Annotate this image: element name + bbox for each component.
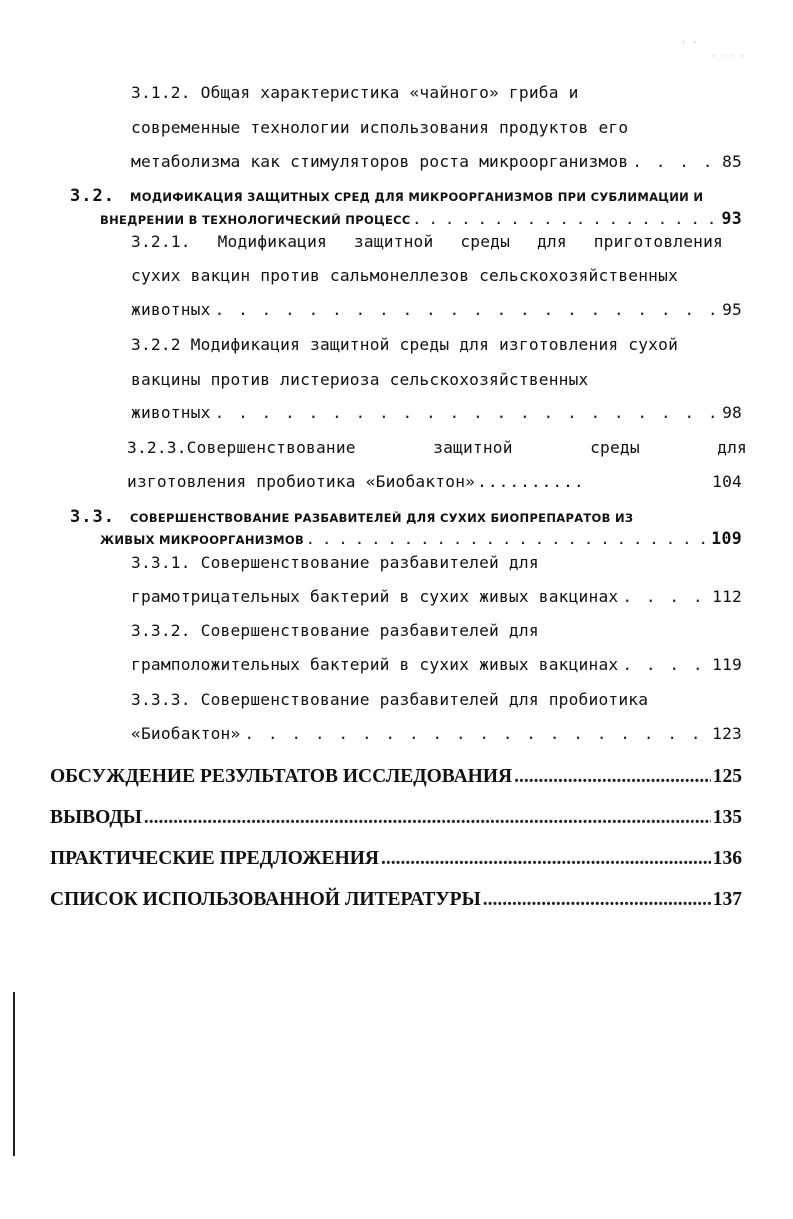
dot-leader	[244, 724, 708, 744]
dot-leader	[308, 530, 707, 550]
dot-leader	[144, 806, 711, 830]
toc-entry-text: грамположительных бактерий в сухих живых вакцинах	[131, 655, 619, 674]
toc-chapter-recommendations[interactable]	[50, 847, 742, 871]
dot-leader	[215, 300, 719, 320]
page-number: 93	[721, 209, 742, 228]
section-title-3-3-line1: СОВЕРШЕНСТВОВАНИЕ РАЗБАВИТЕЛЕЙ ДЛЯ СУХИХ БИОПРЕПАРАТОВ ИЗ	[130, 511, 634, 525]
page-number: 104	[712, 472, 742, 491]
word: защитной	[433, 438, 513, 457]
page-number: 98	[722, 403, 742, 422]
toc-entry-3-2-3[interactable]	[127, 472, 742, 492]
word: для	[536, 232, 567, 251]
word: Модификация	[217, 232, 327, 251]
toc-entry-text: изготовления пробиотика «Биобактон»	[127, 472, 476, 491]
page-number: 119	[712, 655, 742, 674]
toc-entry-3-3-2[interactable]	[131, 655, 742, 675]
dot-leader	[514, 765, 711, 789]
toc-entry-text: животных	[131, 403, 211, 422]
page-number: 136	[712, 848, 742, 869]
page-number: 125	[712, 766, 742, 787]
toc-entry-3-2-1-line2: сухих вакцин против сальмонеллезов сельскохозяйственных	[131, 266, 679, 285]
section-number-3-2: 3.2.	[70, 186, 115, 206]
toc-entry-3-1-2-line2: современные технологии использования продуктов его	[131, 118, 629, 137]
dot-leader	[381, 847, 711, 871]
word: среды	[460, 232, 511, 251]
page-number: 85	[722, 152, 742, 171]
toc-entry-3-1-2-line1: 3.1.2. Общая характеристика «чайного» гриба и	[131, 83, 579, 102]
chapter-title: ПРАКТИЧЕСКИЕ ПРЕДЛОЖЕНИЯ	[50, 848, 379, 869]
toc-entry-text: «Биобактон»	[131, 724, 241, 743]
toc-entry-3-2-2-line2: вакцины против листериоза сельскохозяйственных	[131, 370, 589, 389]
toc-section-3-2[interactable]	[100, 209, 742, 230]
toc-entry-text: грамотрицательных бактерий в сухих живых вакцинах	[131, 587, 619, 606]
toc-entry-3-3-1[interactable]	[131, 587, 742, 607]
scan-speck: · ·	[682, 38, 700, 48]
toc-entry-text: метаболизма как стимуляторов роста микроорганизмов	[131, 152, 629, 171]
page-number: 123	[712, 724, 742, 743]
toc-entry-3-3-3[interactable]	[131, 724, 742, 744]
toc-entry-3-1-2[interactable]	[131, 152, 742, 172]
page-number: 137	[712, 889, 742, 910]
scan-edge-line	[13, 992, 15, 1156]
word: для	[717, 438, 747, 457]
toc-entry-3-3-3-line1: 3.3.3. Совершенствование разбавителей для пробиотика	[131, 690, 649, 709]
dot-leader	[622, 587, 708, 607]
toc-entry-text: животных	[131, 300, 211, 319]
page-number: 135	[712, 807, 742, 828]
chapter-title: СПИСОК ИСПОЛЬЗОВАННОЙ ЛИТЕРАТУРЫ	[50, 889, 481, 910]
toc-entry-3-3-1-line1: 3.3.1. Совершенствование разбавителей для	[131, 553, 539, 572]
section-number-3-3: 3.3.	[70, 507, 115, 527]
toc-entry-3-3-2-line1: 3.3.2. Совершенствование разбавителей для	[131, 621, 539, 640]
page-number: 112	[712, 587, 742, 606]
page-number: 109	[711, 529, 742, 548]
section-title-3-2-line1: МОДИФИКАЦИЯ ЗАЩИТНЫХ СРЕД ДЛЯ МИКРООРГАНИЗМОВ ПРИ СУБЛИМАЦИИ И	[130, 190, 704, 204]
word: среды	[590, 438, 640, 457]
section-title-3-2-line2: ВНЕДРЕНИИ В ТЕХНОЛОГИЧЕСКИЙ ПРОЦЕСС	[100, 213, 411, 227]
toc-entry-3-2-2-line1: 3.2.2 Модификация защитной среды для изготовления сухой	[131, 335, 679, 354]
page-number: 95	[722, 300, 742, 319]
toc-chapter-discussion[interactable]	[50, 765, 742, 789]
word: защитной	[353, 232, 434, 251]
chapter-title: ВЫВОДЫ	[50, 807, 142, 828]
word: 3.2.1.	[131, 232, 191, 251]
scan-speck: · ·· ·	[712, 52, 748, 62]
dot-leader	[415, 210, 718, 230]
toc-chapter-conclusions[interactable]	[50, 806, 742, 830]
toc-entry-3-2-1-line1	[131, 232, 723, 252]
chapter-title: ОБСУЖДЕНИЕ РЕЗУЛЬТАТОВ ИССЛЕДОВАНИЯ	[50, 766, 513, 787]
dot-leader	[215, 403, 719, 423]
toc-entry-3-2-2[interactable]	[131, 403, 742, 423]
toc-section-3-3[interactable]	[100, 529, 742, 550]
toc-entry-3-2-3-line1	[127, 438, 747, 458]
toc-chapter-references[interactable]	[50, 888, 742, 912]
section-title-3-3-line2: ЖИВЫХ МИКРООРГАНИЗМОВ	[100, 533, 305, 547]
dot-leader	[632, 152, 718, 172]
dot-leader: ..........	[477, 472, 585, 491]
toc-entry-3-2-1[interactable]	[131, 300, 742, 320]
word: приготовления	[593, 232, 723, 251]
word: 3.2.3.Совершенствование	[127, 438, 356, 457]
dot-leader	[483, 888, 711, 912]
dot-leader	[622, 655, 708, 675]
